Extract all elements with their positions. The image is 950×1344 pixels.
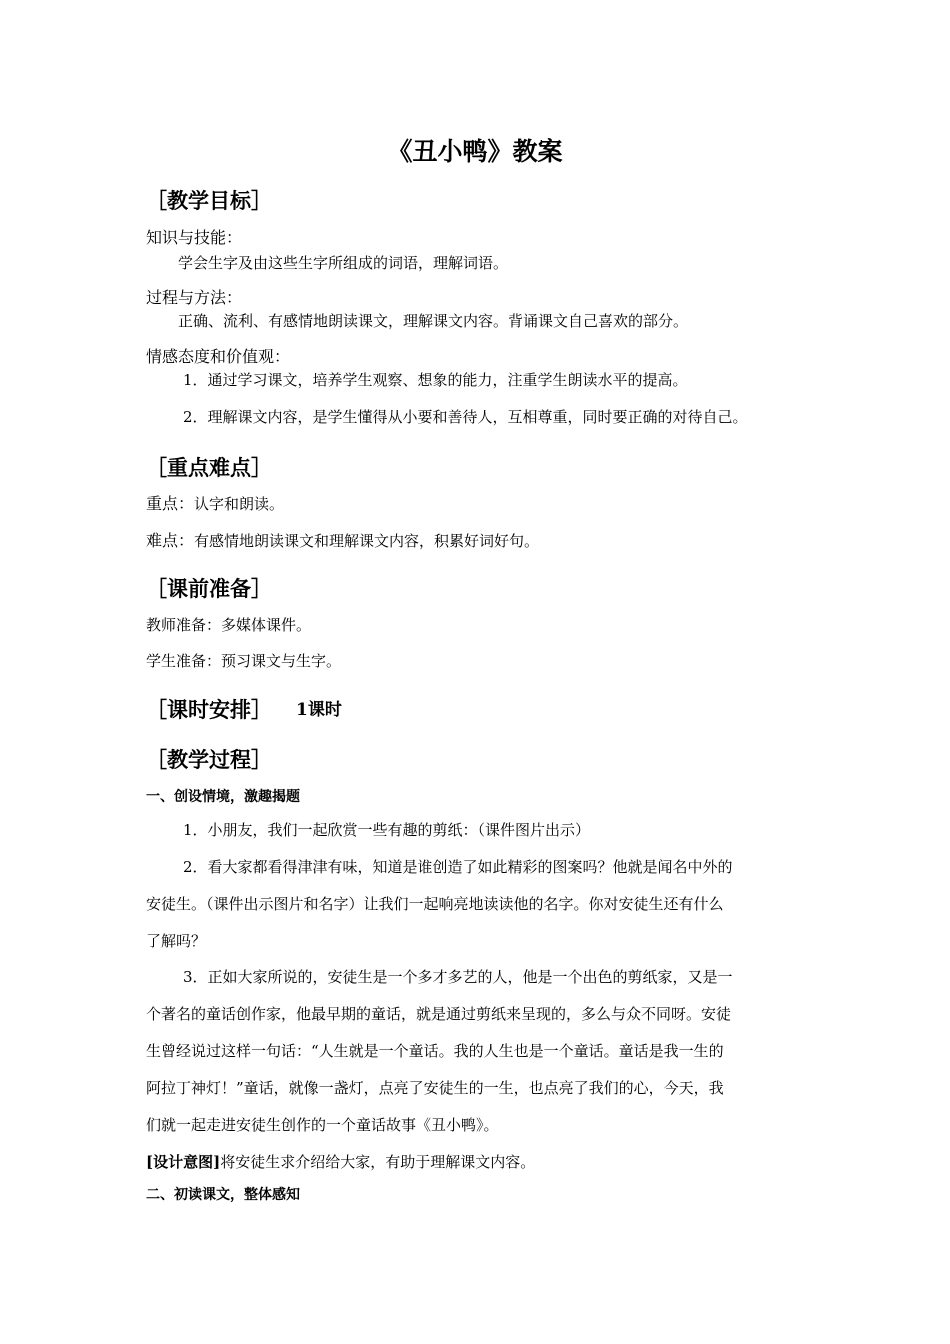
objectives-heading: ［教学目标］ xyxy=(146,188,272,213)
difficulty-label: 难点： xyxy=(146,531,195,550)
focus-line xyxy=(146,496,284,512)
focus-label: 重点： xyxy=(146,494,195,513)
paragraph-3-line-3: 生曾经说过这样一句话：“人生就是一个童话。我的人生也是一个童话。童话是我一生的 xyxy=(146,1042,724,1060)
student-preparation: 学生准备：预习课文与生字。 xyxy=(146,652,342,670)
process-heading: ［教学过程］ xyxy=(146,747,272,772)
key-points-heading: ［重点难点］ xyxy=(146,455,272,480)
paragraph-2-line-3: 了解吗？ xyxy=(146,932,207,950)
design-intent-text: 将安徒生求介绍给大家，有助于理解课文内容。 xyxy=(220,1153,536,1171)
paragraph-3-line-5: 们就一起走进安徒生创作的一个童话故事《丑小鸭》。 xyxy=(146,1116,499,1134)
values-item-2: 2．理解课文内容，是学生懂得从小要和善待人，互相尊重，同时要正确的对待自己。 xyxy=(183,408,748,426)
values-label: 情感态度和价值观： xyxy=(146,347,291,366)
document-title: 《丑小鸭》教案 xyxy=(387,137,563,166)
values-item-1: 1．通过学习课文，培养学生观察、想象的能力，注重学生朗读水平的提高。 xyxy=(183,371,688,389)
design-intent-line xyxy=(146,1154,535,1170)
paragraph-3-line-4: 阿拉丁神灯！”童话，就像一盏灯，点亮了安徒生的一生，也点亮了我们的心，今天，我 xyxy=(146,1079,724,1097)
paragraph-2-line-1: 2．看大家都看得津津有味，知道是谁创造了如此精彩的图案吗？他就是闻名中外的 xyxy=(183,858,733,876)
paragraph-3-line-1: 3．正如大家所说的，安徒生是一个多才多艺的人，他是一个出色的剪纸家，又是一 xyxy=(183,968,733,986)
difficulty-line xyxy=(146,533,539,549)
process-label: 过程与方法： xyxy=(146,288,243,307)
design-intent-label: [设计意图] xyxy=(146,1153,221,1171)
preparation-heading: ［课前准备］ xyxy=(146,576,272,601)
paragraph-3-line-2: 个著名的童话创作家，他最早期的童话，就是通过剪纸来呈现的，多么与众不同呀。安徒 xyxy=(146,1005,732,1023)
schedule-value: 1课时 xyxy=(296,700,342,720)
schedule-heading: ［课时安排］ xyxy=(146,697,272,722)
knowledge-label: 知识与技能： xyxy=(146,228,243,247)
knowledge-text: 学会生字及由这些生字所组成的词语，理解词语。 xyxy=(178,254,509,272)
paragraph-1: 1．小朋友，我们一起欣赏一些有趣的剪纸：（课件图片出示） xyxy=(183,821,591,839)
teacher-preparation: 教师准备：多媒体课件。 xyxy=(146,616,312,634)
difficulty-text: 有感情地朗读课文和理解课文内容，积累好词好句。 xyxy=(194,532,540,550)
section-2-title: 二、初读课文，整体感知 xyxy=(146,1187,300,1203)
paragraph-2-line-2: 安徒生。（课件出示图片和名字）让我们一起响亮地读读他的名字。你对安徒生还有什么 xyxy=(146,895,724,913)
section-1-title: 一、创设情境，激趣揭题 xyxy=(146,789,300,805)
focus-text: 认字和朗读。 xyxy=(194,495,285,513)
process-text: 正确、流利、有感情地朗读课文，理解课文内容。背诵课文自己喜欢的部分。 xyxy=(178,312,689,330)
